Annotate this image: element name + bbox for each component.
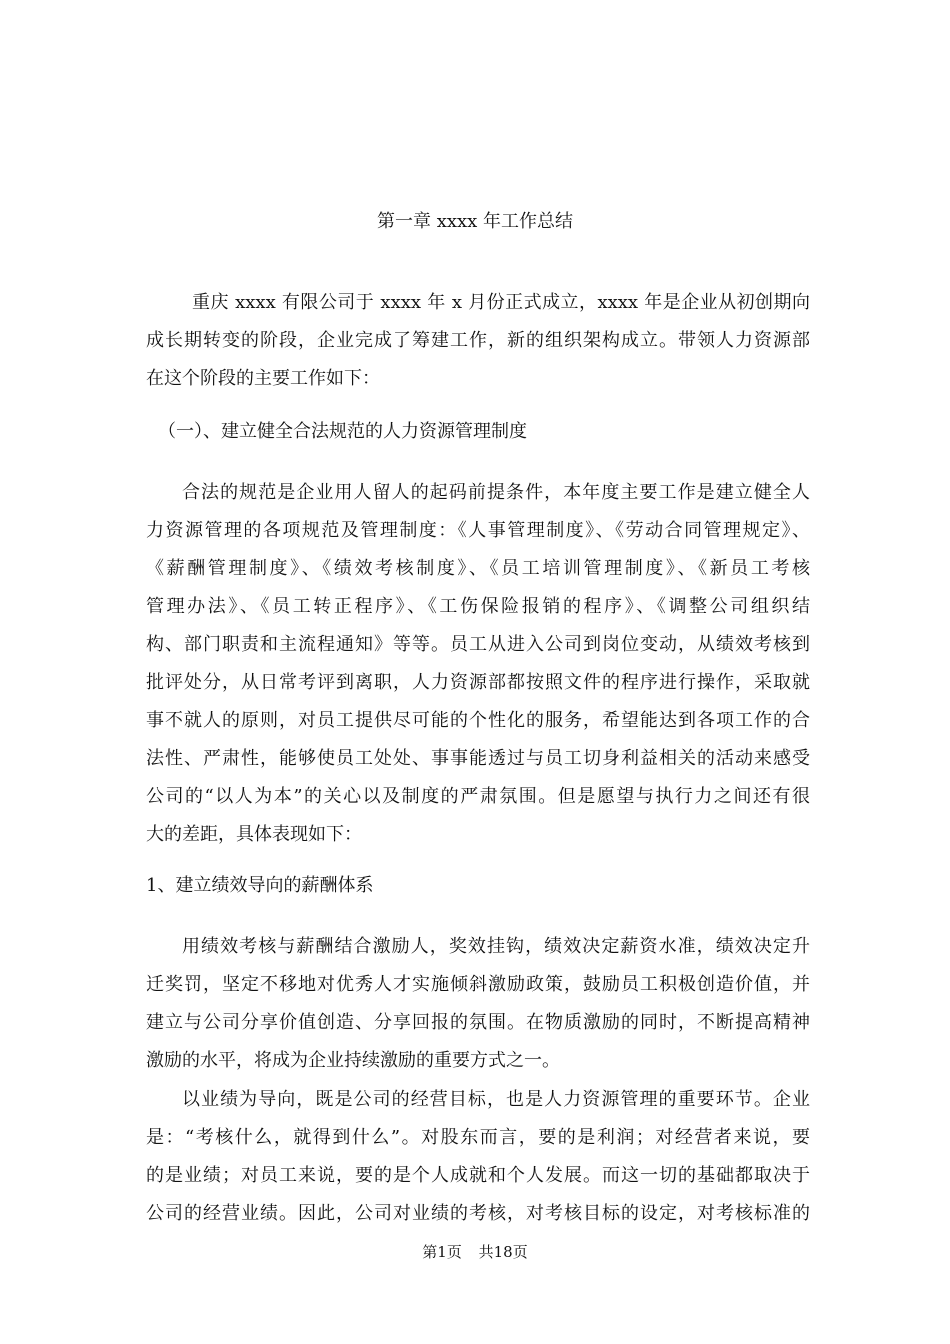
text-line: 迁奖罚，坚定不移地对优秀人才实施倾斜激励政策，鼓励员工积极创造价值，并 [146, 974, 810, 995]
section-body-paragraph [146, 474, 810, 854]
text-line: 合法的规范是企业用人留人的起码前提条件，本年度主要工作是建立健全人 [182, 482, 810, 503]
text-line: 事不就人的原则，对员工提供尽可能的个性化的服务，希望能达到各项工作的合 [146, 710, 810, 731]
page-total: 共18页 [478, 1243, 528, 1261]
page-number: 第1页 [422, 1243, 462, 1261]
text-line: 激励的水平，将成为企业持续激励的重要方式之一。 [146, 1050, 560, 1071]
page-footer [0, 1240, 950, 1264]
text-line: 以业绩为导向，既是公司的经营目标，也是人力资源管理的重要环节。企业 [182, 1089, 810, 1110]
intro-paragraph [146, 284, 810, 398]
subsection-paragraph [146, 1081, 810, 1233]
text-line: 法性、严肃性，能够使员工处处、事事能透过与员工切身利益相关的活动来感受 [146, 748, 810, 769]
text-line: 力资源管理的各项规范及管理制度：《人事管理制度》、《劳动合同管理规定》、 [146, 520, 810, 541]
chapter-title: 第一章 xxxx 年工作总结 [376, 211, 574, 232]
section-heading-text: （一）、建立健全合法规范的人力资源管理制度 [158, 421, 527, 442]
text-line: 是：“考核什么，就得到什么”。对股东而言，要的是利润；对经营者来说，要 [146, 1127, 810, 1148]
text-line: 批评处分，从日常考评到离职，人力资源部都按照文件的程序进行操作，采取就 [146, 672, 810, 693]
subsection-heading-text: 1、建立绩效导向的薪酬体系 [146, 875, 374, 896]
text-line: 成长期转变的阶段，企业完成了筹建工作，新的组织架构成立。带领人力资源部 [146, 330, 810, 351]
text-line: 《薪酬管理制度》、《绩效考核制度》、《员工培训管理制度》、《新员工考核 [146, 558, 810, 579]
text-line: 用绩效考核与薪酬结合激励人，奖效挂钩，绩效决定薪资水准，绩效决定升 [182, 936, 810, 957]
text-line: 大的差距，具体表现如下： [146, 824, 362, 845]
text-line: 建立与公司分享价值创造、分享回报的氛围。在物质激励的同时，不断提高精神 [146, 1012, 810, 1033]
subsection-paragraph [146, 928, 810, 1080]
text-line: 的是业绩；对员工来说，要的是个人成就和个人发展。而这一切的基础都取决于 [146, 1165, 810, 1186]
section-heading [158, 413, 822, 451]
text-line: 重庆 xxxx 有限公司于 xxxx 年 x 月份正式成立，xxxx 年是企业从初创期向 [192, 292, 810, 313]
text-line: 公司的经营业绩。因此，公司对业绩的考核，对考核目标的设定，对考核标准的 [146, 1203, 810, 1224]
text-line: 在这个阶段的主要工作如下： [146, 368, 380, 389]
text-line: 管理办法》、《员工转正程序》、《工伤保险报销的程序》、《调整公司组织结 [146, 596, 810, 617]
text-line: 公司的“以人为本”的关心以及制度的严肃氛围。但是愿望与执行力之间还有很 [146, 786, 810, 807]
text-line: 构、部门职责和主流程通知》等等。员工从进入公司到岗位变动，从绩效考核到 [146, 634, 810, 655]
subsection-heading [146, 867, 810, 905]
